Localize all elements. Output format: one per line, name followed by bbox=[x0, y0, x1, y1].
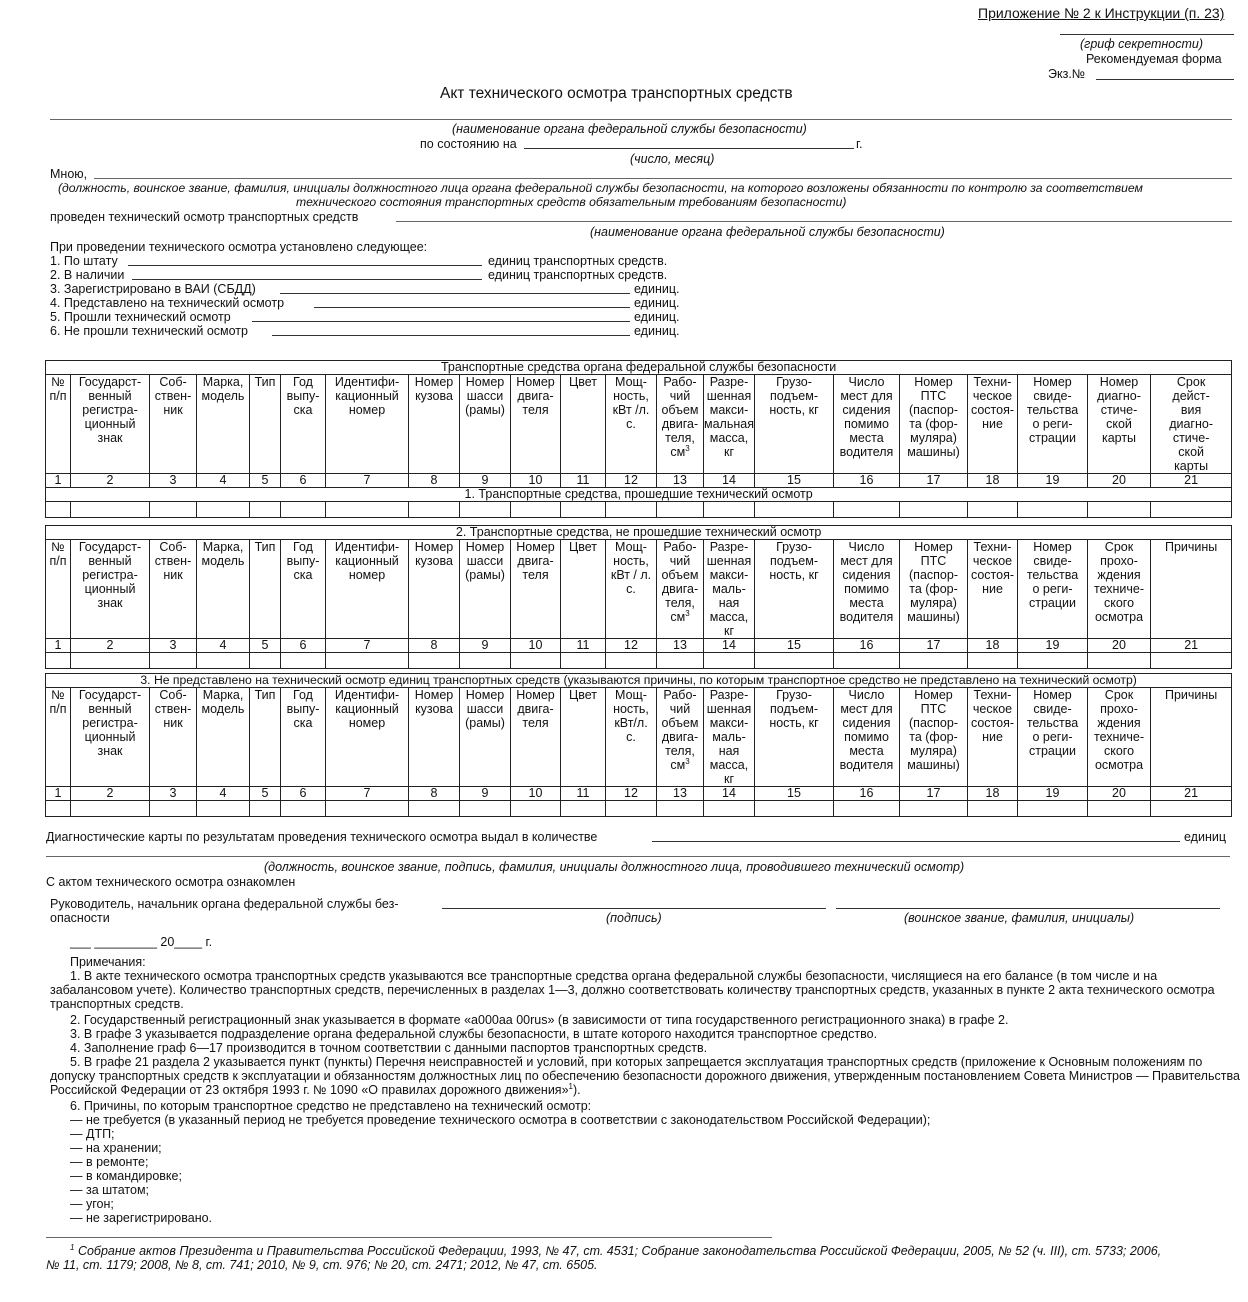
official-signature-hint: (должность, воинское звание, подпись, фамилия, инициалы должностного лица, проводившего технический осмотр) bbox=[264, 860, 965, 874]
table-cell[interactable] bbox=[326, 653, 409, 669]
table-cell[interactable] bbox=[900, 653, 968, 669]
col-header-13-text: Рабо- чий объем двига- теля, см bbox=[661, 688, 699, 772]
column-number-7: 7 bbox=[326, 474, 409, 488]
column-number-3: 3 bbox=[150, 639, 197, 653]
table-cell[interactable] bbox=[511, 653, 561, 669]
col-header-17: Номер ПТС (паспор- та (фор- муляра) машины) bbox=[900, 688, 968, 787]
table-cell[interactable] bbox=[71, 502, 150, 518]
column-number-11: 11 bbox=[561, 639, 606, 653]
column-number-17: 17 bbox=[900, 639, 968, 653]
recommended-form-label: Рекомендуемая форма bbox=[1086, 52, 1222, 66]
column-number-row bbox=[46, 474, 1232, 488]
vehicles-table-1 bbox=[45, 360, 1232, 518]
note-6: 6. Причины, по которым транспортное средство не представлено на технический осмотр: bbox=[70, 1099, 592, 1113]
table1-caption: Транспортные средства органа федеральной службы безопасности bbox=[46, 361, 1232, 375]
appendix-label: Приложение № 2 к Инструкции (п. 23) bbox=[978, 5, 1225, 21]
col-header-21: Причины bbox=[1151, 688, 1232, 787]
official-hint-1: (должность, воинское звание, фамилия, инициалы должностного лица органа федеральной службы безопасности, на которого возложены обязанности по контролю за соответствием bbox=[58, 181, 1143, 195]
column-number-21: 21 bbox=[1151, 474, 1232, 488]
item-3-line bbox=[280, 293, 630, 294]
column-number-17: 17 bbox=[900, 474, 968, 488]
head-signature-hint: (подпись) bbox=[606, 911, 662, 925]
diag-cards-units: единиц bbox=[1184, 830, 1226, 844]
column-number-10: 10 bbox=[511, 474, 561, 488]
col-header-10: Номер двига- теля bbox=[511, 375, 561, 474]
col-header-15: Грузо- подъем- ность, кг bbox=[755, 375, 834, 474]
column-number-18: 18 bbox=[968, 639, 1018, 653]
col-header-16: Число мест для сидения помимо места водителя bbox=[834, 688, 900, 787]
item-1-line bbox=[128, 265, 482, 266]
col-header-4: Марка, модель bbox=[197, 375, 250, 474]
item-3-unit: единиц. bbox=[634, 282, 680, 296]
column-number-10: 10 bbox=[511, 639, 561, 653]
table-cell[interactable] bbox=[197, 502, 250, 518]
column-number-20: 20 bbox=[1088, 639, 1151, 653]
table-cell[interactable] bbox=[561, 653, 606, 669]
col-header-13 bbox=[657, 375, 704, 474]
column-number-5: 5 bbox=[250, 474, 281, 488]
column-number-12: 12 bbox=[606, 787, 657, 801]
head-signature-line bbox=[442, 908, 826, 909]
table-cell[interactable] bbox=[197, 801, 250, 817]
col-header-12: Мощ- ность, кВт / л. с. bbox=[606, 540, 657, 639]
diag-cards-label: Диагностические карты по результатам проведения технического осмотра выдал в количестве bbox=[46, 830, 598, 844]
official-line bbox=[94, 178, 1232, 179]
item-5-unit: единиц. bbox=[634, 310, 680, 324]
col-header-18: Техни- ческое состоя- ние bbox=[968, 688, 1018, 787]
column-number-18: 18 bbox=[968, 787, 1018, 801]
table-cell[interactable] bbox=[704, 653, 755, 669]
column-number-16: 16 bbox=[834, 639, 900, 653]
head-label-1: Руководитель, начальник органа федеральной службы без- bbox=[50, 897, 399, 911]
table-cell[interactable] bbox=[46, 801, 71, 817]
date-of-acquaintance: ___ _________ 20____ г. bbox=[70, 935, 213, 949]
table-cell[interactable] bbox=[755, 502, 834, 518]
table-cell[interactable] bbox=[657, 801, 704, 817]
column-number-15: 15 bbox=[755, 474, 834, 488]
item-5-label: 5. Прошли технический осмотр bbox=[50, 310, 231, 324]
column-number-3: 3 bbox=[150, 474, 197, 488]
column-number-2: 2 bbox=[71, 474, 150, 488]
item-2-line bbox=[132, 279, 482, 280]
col-header-20: Срок прохо- ждения техниче- ского осмотра bbox=[1088, 688, 1151, 787]
vehicles-table-2 bbox=[45, 525, 1232, 669]
col-header-7: Идентифи- кационный номер bbox=[326, 688, 409, 787]
col-header-8: Номер кузова bbox=[409, 688, 460, 787]
copy-number-line bbox=[1096, 79, 1234, 80]
table-cell[interactable] bbox=[755, 801, 834, 817]
column-number-21: 21 bbox=[1151, 787, 1232, 801]
col-header-2: Государст- венный регистра- ционный знак bbox=[71, 540, 150, 639]
table-cell[interactable] bbox=[968, 801, 1018, 817]
item-1-label: 1. По штату bbox=[50, 254, 118, 268]
col-header-13-sup: 3 bbox=[685, 608, 690, 618]
table-cell[interactable] bbox=[281, 801, 326, 817]
table-cell[interactable] bbox=[1151, 801, 1232, 817]
table-cell[interactable] bbox=[460, 653, 511, 669]
table-cell[interactable] bbox=[46, 502, 71, 518]
table-cell[interactable] bbox=[460, 502, 511, 518]
col-header-15: Грузо- подъем- ность, кг bbox=[755, 688, 834, 787]
footnote-line-2: № 11, ст. 1179; 2008, № 8, ст. 741; 2010, № 9, ст. 976; № 20, ст. 2471; 2012, № 47, ст. 6505. bbox=[46, 1258, 598, 1272]
note-5-end: ). bbox=[572, 1083, 581, 1097]
table-cell[interactable] bbox=[281, 502, 326, 518]
column-number-19: 19 bbox=[1018, 787, 1088, 801]
table-cell[interactable] bbox=[326, 502, 409, 518]
column-number-15: 15 bbox=[755, 787, 834, 801]
table-cell[interactable] bbox=[409, 502, 460, 518]
col-header-20: Срок прохо- ждения техниче- ского осмотра bbox=[1088, 540, 1151, 639]
table-cell[interactable] bbox=[1018, 502, 1088, 518]
conducted-hint: (наименование органа федеральной службы безопасности) bbox=[590, 225, 945, 239]
col-header-9: Номер шасси (рамы) bbox=[460, 688, 511, 787]
table-cell[interactable] bbox=[704, 502, 755, 518]
column-number-8: 8 bbox=[409, 474, 460, 488]
column-number-9: 9 bbox=[460, 787, 511, 801]
col-header-6: Год выпу- ска bbox=[281, 688, 326, 787]
column-number-2: 2 bbox=[71, 787, 150, 801]
col-header-7: Идентифи- кационный номер bbox=[326, 540, 409, 639]
org-name-hint: (наименование органа федеральной службы безопасности) bbox=[452, 122, 807, 136]
footnote-line-1 bbox=[70, 1244, 1161, 1258]
reason-5: — в командировке; bbox=[70, 1169, 182, 1183]
table-cell[interactable] bbox=[755, 653, 834, 669]
column-number-4: 4 bbox=[197, 474, 250, 488]
col-header-2: Государст- венный регистра- ционный знак bbox=[71, 375, 150, 474]
col-header-3: Соб- ствен- ник bbox=[150, 688, 197, 787]
col-header-13 bbox=[657, 688, 704, 787]
table-cell[interactable] bbox=[46, 653, 71, 669]
head-rank-line bbox=[836, 908, 1220, 909]
table3-section: 3. Не представлено на технический осмотр единиц транспортных средств (указываются причины, по которым транспортное средство не представлено на технический осмотр) bbox=[46, 674, 1232, 688]
column-number-6: 6 bbox=[281, 787, 326, 801]
col-header-4: Марка, модель bbox=[197, 540, 250, 639]
col-header-7: Идентифи- кационный номер bbox=[326, 375, 409, 474]
col-header-3: Соб- ствен- ник bbox=[150, 375, 197, 474]
col-header-5: Тип bbox=[250, 540, 281, 639]
table-cell[interactable] bbox=[606, 502, 657, 518]
col-header-6: Год выпу- ска bbox=[281, 540, 326, 639]
col-header-16: Число мест для сидения помимо места водителя bbox=[834, 540, 900, 639]
column-number-19: 19 bbox=[1018, 474, 1088, 488]
table-cell[interactable] bbox=[561, 801, 606, 817]
item-4-label: 4. Представлено на технический осмотр bbox=[50, 296, 285, 310]
column-number-14: 14 bbox=[704, 639, 755, 653]
table-cell[interactable] bbox=[409, 653, 460, 669]
item-1-unit: единиц транспортных средств. bbox=[488, 254, 668, 268]
table-cell[interactable] bbox=[326, 801, 409, 817]
column-number-6: 6 bbox=[281, 639, 326, 653]
column-number-14: 14 bbox=[704, 474, 755, 488]
column-number-7: 7 bbox=[326, 639, 409, 653]
date-line bbox=[524, 148, 854, 149]
note-2: 2. Государственный регистрационный знак указывается в формате «а000аа 00rus» (в зависимости от типа государственного регистрационного знака) в графе 2. bbox=[70, 1013, 1009, 1027]
col-header-18: Техни- ческое состоя- ние bbox=[968, 540, 1018, 639]
col-header-9: Номер шасси (рамы) bbox=[460, 540, 511, 639]
table-cell[interactable] bbox=[281, 653, 326, 669]
conducted-line bbox=[396, 221, 1232, 222]
col-header-13-sup: 3 bbox=[685, 443, 690, 453]
table-cell[interactable] bbox=[1088, 502, 1151, 518]
table-cell[interactable] bbox=[250, 801, 281, 817]
col-header-11: Цвет bbox=[561, 375, 606, 474]
column-number-11: 11 bbox=[561, 787, 606, 801]
footnote-text-1: Собрание актов Президента и Правительства Российской Федерации, 1993, № 47, ст. 4531; Собрание законодательства Российской Федерации, 2005, № 52 (ч. III), ст. 5733; 2006, bbox=[77, 1244, 1162, 1258]
acquainted-label: С актом технического осмотра ознакомлен bbox=[46, 875, 296, 889]
secrecy-hint: (гриф секретности) bbox=[1080, 37, 1204, 51]
copy-number-label: Экз.№ bbox=[1048, 67, 1086, 81]
note-5-footnote-ref: 1 bbox=[568, 1081, 573, 1091]
column-number-1: 1 bbox=[46, 474, 71, 488]
table-cell[interactable] bbox=[900, 801, 968, 817]
column-number-row bbox=[46, 639, 1232, 653]
column-number-16: 16 bbox=[834, 474, 900, 488]
column-number-18: 18 bbox=[968, 474, 1018, 488]
col-header-11: Цвет bbox=[561, 688, 606, 787]
table-cell[interactable] bbox=[150, 801, 197, 817]
col-header-17: Номер ПТС (паспор- та (фор- муляра) машины) bbox=[900, 375, 968, 474]
head-rank-hint: (воинское звание, фамилия, инициалы) bbox=[904, 911, 1135, 925]
org-name-line bbox=[50, 119, 1232, 120]
col-header-14: Разре- шенная макси- маль- ная масса, кг bbox=[704, 540, 755, 639]
table-cell[interactable] bbox=[1088, 801, 1151, 817]
table-cell[interactable] bbox=[71, 653, 150, 669]
item-2-unit: единиц транспортных средств. bbox=[488, 268, 668, 282]
column-number-9: 9 bbox=[460, 474, 511, 488]
col-header-13-text: Рабо- чий объем двига- теля, см bbox=[661, 540, 699, 624]
col-header-1: № п/п bbox=[46, 688, 71, 787]
col-header-1: № п/п bbox=[46, 540, 71, 639]
year-suffix: г. bbox=[856, 137, 863, 151]
column-number-1: 1 bbox=[46, 639, 71, 653]
footnote-separator bbox=[46, 1237, 772, 1238]
table2-section: 2. Транспортные средства, не прошедшие технический осмотр bbox=[46, 526, 1232, 540]
column-number-20: 20 bbox=[1088, 474, 1151, 488]
col-header-4: Марка, модель bbox=[197, 688, 250, 787]
reason-8: — не зарегистрировано. bbox=[70, 1211, 213, 1225]
reason-6: — за штатом; bbox=[70, 1183, 150, 1197]
note-5-text: 5. В графе 21 раздела 2 указывается пункт (пункты) Перечня неисправностей и условий, при которых запрещается эксплуатация транспортных средств (приложение к Основным положениям по допуску транспортных средств к эксплуатации и обязанностям должностных лиц по обеспечению безопасности дорожного движения, утвержденным постановлением Совета Министров — Правительства Российской Федерации от 23 октября 1993 г. № 1090 «О правилах дорожного движения» bbox=[50, 1055, 1240, 1097]
col-header-10: Номер двига- теля bbox=[511, 540, 561, 639]
column-number-16: 16 bbox=[834, 787, 900, 801]
established-label: При проведении технического осмотра установлено следующее: bbox=[50, 240, 428, 254]
table-cell[interactable] bbox=[834, 801, 900, 817]
table-cell[interactable] bbox=[900, 502, 968, 518]
column-number-4: 4 bbox=[197, 787, 250, 801]
col-header-12: Мощ- ность, кВт /л. с. bbox=[606, 375, 657, 474]
reason-4: — в ремонте; bbox=[70, 1155, 149, 1169]
column-number-11: 11 bbox=[561, 474, 606, 488]
head-label-2: опасности bbox=[50, 911, 110, 925]
reason-2: — ДТП; bbox=[70, 1127, 115, 1141]
table-cell[interactable] bbox=[150, 653, 197, 669]
table-cell[interactable] bbox=[460, 801, 511, 817]
col-header-13-sup: 3 bbox=[685, 756, 690, 766]
item-2-label: 2. В наличии bbox=[50, 268, 125, 282]
col-header-21: Причины bbox=[1151, 540, 1232, 639]
table-cell[interactable] bbox=[834, 502, 900, 518]
official-signature-line bbox=[46, 856, 1230, 857]
vehicles-table-3 bbox=[45, 673, 1232, 817]
note-3: 3. В графе 3 указывается подразделение органа федеральной службы безопасности, в штате которого находится транспортное средство. bbox=[70, 1027, 878, 1041]
by-me-label: Мною, bbox=[50, 167, 88, 181]
table-row bbox=[46, 801, 1232, 817]
col-header-16: Число мест для сидения помимо места водителя bbox=[834, 375, 900, 474]
table-cell[interactable] bbox=[71, 801, 150, 817]
table-cell[interactable] bbox=[606, 653, 657, 669]
table-row bbox=[46, 653, 1232, 669]
table-cell[interactable] bbox=[511, 801, 561, 817]
item-4-unit: единиц. bbox=[634, 296, 680, 310]
column-number-8: 8 bbox=[409, 787, 460, 801]
table-cell[interactable] bbox=[1018, 801, 1088, 817]
column-number-13: 13 bbox=[657, 474, 704, 488]
item-3-label: 3. Зарегистрировано в ВАИ (СБДД) bbox=[50, 282, 256, 296]
column-number-5: 5 bbox=[250, 639, 281, 653]
column-number-3: 3 bbox=[150, 787, 197, 801]
item-6-unit: единиц. bbox=[634, 324, 680, 338]
notes-title: Примечания: bbox=[70, 955, 146, 969]
table1-section: 1. Транспортные средства, прошедшие технический осмотр bbox=[46, 488, 1232, 502]
column-number-2: 2 bbox=[71, 639, 150, 653]
column-number-13: 13 bbox=[657, 787, 704, 801]
column-number-4: 4 bbox=[197, 639, 250, 653]
table-cell[interactable] bbox=[1151, 653, 1232, 669]
diag-cards-line bbox=[652, 841, 1180, 842]
col-header-14: Разре- шенная макси- маль- ная масса, кг bbox=[704, 688, 755, 787]
col-header-19: Номер свиде- тельства о реги- страции bbox=[1018, 540, 1088, 639]
col-header-11: Цвет bbox=[561, 540, 606, 639]
col-header-8: Номер кузова bbox=[409, 375, 460, 474]
column-number-8: 8 bbox=[409, 639, 460, 653]
table-cell[interactable] bbox=[657, 502, 704, 518]
column-number-13: 13 bbox=[657, 639, 704, 653]
document-title: Акт технического осмотра транспортных средств bbox=[440, 85, 793, 102]
column-number-1: 1 bbox=[46, 787, 71, 801]
table-cell[interactable] bbox=[250, 502, 281, 518]
date-hint: (число, месяц) bbox=[630, 152, 715, 166]
column-number-12: 12 bbox=[606, 474, 657, 488]
col-header-3: Соб- ствен- ник bbox=[150, 540, 197, 639]
col-header-21: Срок дейст- вия диагно- стиче- ской карты bbox=[1151, 375, 1232, 474]
reason-3: — на хранении; bbox=[70, 1141, 162, 1155]
item-6-label: 6. Не прошли технический осмотр bbox=[50, 324, 248, 338]
table-cell[interactable] bbox=[968, 653, 1018, 669]
note-1: 1. В акте технического осмотра транспортных средств указываются все транспортные средства органа федеральной службы безопасности, числящиеся на его балансе (в том числе и на забалансовом учете). Количество транспортных средств, перечисленных в разделах 1—3, должно соответствовать количеству транспортных средств, указанных в пункте 2 акта технического осмотра транспортных средств. bbox=[50, 969, 1215, 1011]
note-5 bbox=[50, 1055, 1240, 1097]
column-number-9: 9 bbox=[460, 639, 511, 653]
col-header-2: Государст- венный регистра- ционный знак bbox=[71, 688, 150, 787]
secrecy-line bbox=[1060, 34, 1234, 35]
table-cell[interactable] bbox=[561, 502, 606, 518]
column-number-20: 20 bbox=[1088, 787, 1151, 801]
column-number-10: 10 bbox=[511, 787, 561, 801]
table-cell[interactable] bbox=[197, 653, 250, 669]
column-number-15: 15 bbox=[755, 639, 834, 653]
column-number-7: 7 bbox=[326, 787, 409, 801]
col-header-5: Тип bbox=[250, 688, 281, 787]
reason-1: — не требуется (в указанный период не требуется проведение технического осмотра в соответствии с законодательством Российской Федерации); bbox=[70, 1113, 931, 1127]
footnote-mark: 1 bbox=[70, 1242, 75, 1252]
table-cell[interactable] bbox=[1088, 653, 1151, 669]
col-header-12: Мощ- ность, кВт/л. с. bbox=[606, 688, 657, 787]
col-header-15: Грузо- подъем- ность, кг bbox=[755, 540, 834, 639]
note-4: 4. Заполнение граф 6—17 производится в точном соответствии с данными паспортов транспортных средств. bbox=[70, 1041, 708, 1055]
col-header-9: Номер шасси (рамы) bbox=[460, 375, 511, 474]
col-header-5: Тип bbox=[250, 375, 281, 474]
col-header-17: Номер ПТС (паспор- та (фор- муляра) машины) bbox=[900, 540, 968, 639]
col-header-1: № п/п bbox=[46, 375, 71, 474]
col-header-8: Номер кузова bbox=[409, 540, 460, 639]
table-cell[interactable] bbox=[511, 502, 561, 518]
table-cell[interactable] bbox=[150, 502, 197, 518]
col-header-20: Номер диагно- стиче- ской карты bbox=[1088, 375, 1151, 474]
column-number-5: 5 bbox=[250, 787, 281, 801]
col-header-10: Номер двига- теля bbox=[511, 688, 561, 787]
table-cell[interactable] bbox=[250, 653, 281, 669]
table-cell[interactable] bbox=[704, 801, 755, 817]
col-header-13-text: Рабо- чий объем двига- теля, см bbox=[661, 375, 699, 459]
column-number-17: 17 bbox=[900, 787, 968, 801]
conducted-label: проведен технический осмотр транспортных средств bbox=[50, 210, 359, 224]
col-header-13 bbox=[657, 540, 704, 639]
table-cell[interactable] bbox=[409, 801, 460, 817]
item-6-line bbox=[272, 335, 630, 336]
table-cell[interactable] bbox=[1018, 653, 1088, 669]
column-number-12: 12 bbox=[606, 639, 657, 653]
table-cell[interactable] bbox=[968, 502, 1018, 518]
col-header-19: Номер свиде- тельства о реги- страции bbox=[1018, 375, 1088, 474]
col-header-18: Техни- ческое состоя- ние bbox=[968, 375, 1018, 474]
table-cell[interactable] bbox=[657, 653, 704, 669]
official-hint-2: технического состояния транспортных средств обязательным требованиям безопасности) bbox=[296, 195, 847, 209]
column-number-6: 6 bbox=[281, 474, 326, 488]
col-header-14: Разре- шенная макси- мальная масса, кг bbox=[704, 375, 755, 474]
col-header-6: Год выпу- ска bbox=[281, 375, 326, 474]
item-4-line bbox=[314, 307, 630, 308]
table-cell[interactable] bbox=[834, 653, 900, 669]
column-number-19: 19 bbox=[1018, 639, 1088, 653]
column-number-14: 14 bbox=[704, 787, 755, 801]
table-cell[interactable] bbox=[606, 801, 657, 817]
reason-7: — угон; bbox=[70, 1197, 114, 1211]
col-header-19: Номер свиде- тельства о реги- страции bbox=[1018, 688, 1088, 787]
table-cell[interactable] bbox=[1151, 502, 1232, 518]
item-5-line bbox=[252, 321, 630, 322]
column-number-21: 21 bbox=[1151, 639, 1232, 653]
table-row bbox=[46, 502, 1232, 518]
column-number-row bbox=[46, 787, 1232, 801]
as-of-label: по состоянию на bbox=[420, 137, 517, 151]
